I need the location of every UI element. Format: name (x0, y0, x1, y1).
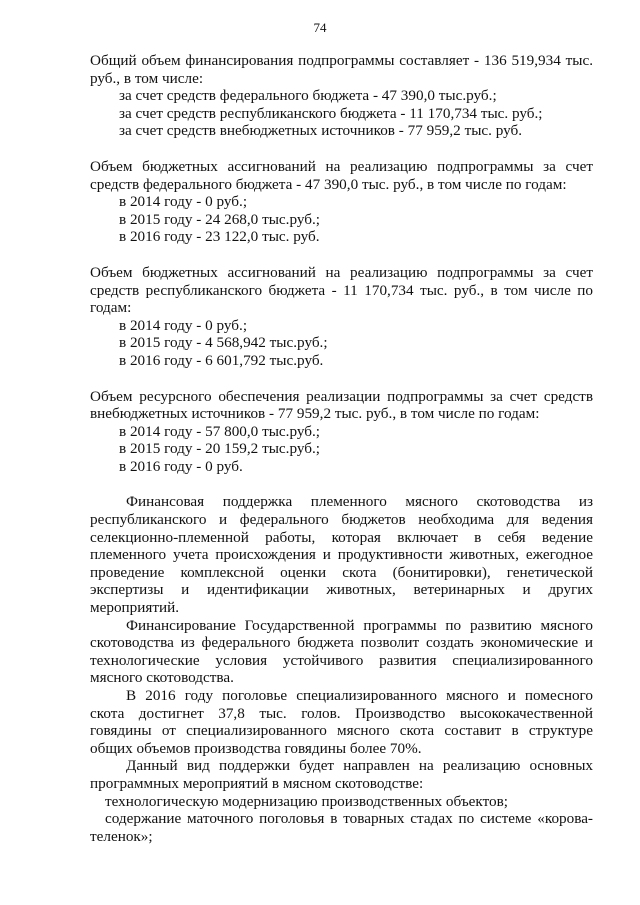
list-item: за счет средств федерального бюджета - 47 390,0 тыс.руб.; (119, 87, 497, 105)
page-number: 74 (313, 20, 327, 35)
section-republic-intro: Объем бюджетных ассигнований на реализацию подпрограммы за счет средств республиканского бюджета - 11 170,734 тыс. руб., в том числе по годам: (90, 263, 593, 317)
list-item: в 2016 году - 0 руб. (119, 457, 243, 475)
paragraph-financing: Финансирование Государственной программы по развитию мясного скотоводства из федерального бюджета позволит создать экономические и технологические условия устойчивого развития специализированного мясного скотоводства. (90, 616, 593, 687)
list-item: в 2015 году - 20 159,2 тыс.руб.; (119, 440, 320, 458)
list-item: в 2014 году - 0 руб.; (119, 316, 248, 334)
section-total-intro: Общий объем финансирования подпрограммы составляет - 136 519,934 тыс. руб., в том числе: (90, 52, 593, 87)
section-federal-intro: Объем бюджетных ассигнований на реализацию подпрограммы за счет средств федерального бюджета - 47 390,0 тыс. руб., в том числе по годам: (90, 157, 593, 193)
document-body (90, 52, 593, 845)
paragraph-livestock-2016: В 2016 году поголовье специализированного мясного и помесного скота достигнет 37,8 тыс. голов. Производство высококачественной говядины от специализированного мясного скота составит в структуре общих объемов производства говядины более 70%. (90, 687, 593, 757)
list-item: в 2016 году - 23 122,0 тыс. руб. (119, 228, 320, 246)
list-item: технологическую модернизацию производственных объектов; (105, 792, 509, 810)
list-item: в 2015 году - 24 268,0 тыс.руб.; (119, 210, 320, 228)
list-item: в 2014 году - 57 800,0 тыс.руб.; (119, 422, 320, 440)
list-item: в 2015 году - 4 568,942 тыс.руб.; (119, 334, 328, 352)
list-item: за счет средств внебюджетных источников - 77 959,2 тыс. руб. (119, 122, 523, 140)
list-item: за счет средств республиканского бюджета - 11 170,734 тыс. руб.; (119, 104, 543, 122)
paragraph-support-direction: Данный вид поддержки будет направлен на реализацию основных программных мероприятий в мясном скотоводстве: (90, 757, 593, 792)
list-item: в 2016 году - 6 601,792 тыс.руб. (119, 351, 324, 369)
paragraph-support: Финансовая поддержка племенного мясного скотоводства из республиканского и федерального бюджетов необходима для ведения селекционно-племенной работы, которая включает в себя ведение племенного учета происхождения и продуктивности животных, ежегодное проведение комплексной оценки скота (бонитировки), генетической экспертизы и идентификации животных, ветеринарных и других мероприятий. (90, 493, 593, 617)
list-item: содержание маточного поголовья в товарных стадах по системе «корова-теленок»; (90, 810, 593, 845)
list-item: в 2014 году - 0 руб.; (119, 193, 248, 211)
section-extrabudget-intro: Объем ресурсного обеспечения реализации подпрограммы за счет средств внебюджетных источников - 77 959,2 тыс. руб., в том числе по годам: (90, 387, 593, 423)
